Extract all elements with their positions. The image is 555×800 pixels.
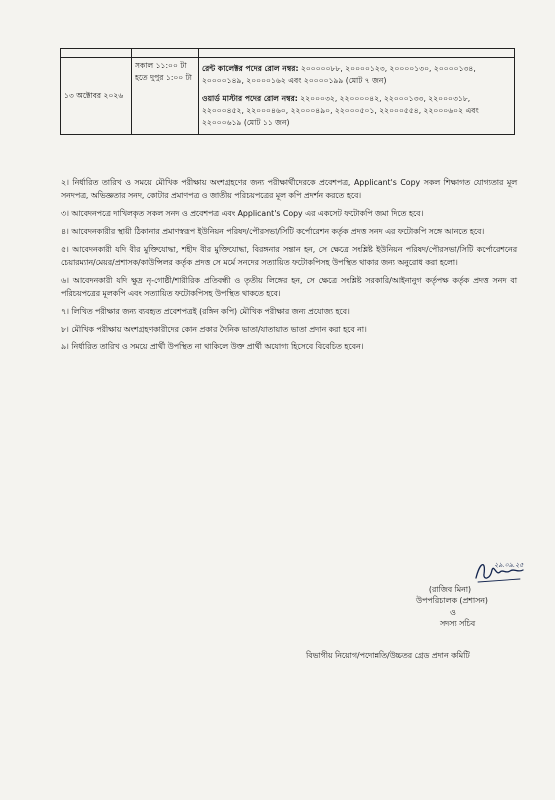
post-title: রেন্ট কালেক্টর পদের রোল নম্বর: (202, 64, 299, 73)
interview-date: ১৩ অক্টোবর ২০২৬ (61, 58, 132, 135)
signature-date: ২৯.০৯.২৫ (494, 561, 524, 569)
signature-block (390, 584, 510, 629)
signatory-designation: উপপরিচালক (প্রশাসন) (416, 596, 488, 606)
interview-time: সকাল ১১:০০ টা হতে দুপুর ১:০০ টা (132, 58, 199, 135)
ward-master-rolls (202, 90, 511, 132)
roll-list: ২০০০০০৮৮, ২০০০০১২৩, ২০০০০১৩০, ২০০০০১৩৪, ২০০০০১৪৯, ২০০০০১৬২ এবং ২০০০০১৯৯ (মোট ৭ জন) (202, 64, 476, 85)
roll-numbers-cell (199, 58, 515, 135)
signatory-name: (রাজিব মিনা) (428, 585, 472, 594)
instruction-list (61, 176, 517, 358)
post-title: ওয়ার্ড মাস্টার পদের রোল নম্বর: (202, 94, 298, 103)
interview-schedule-table (60, 48, 515, 135)
table-top-gap-row (61, 49, 515, 58)
instruction-item: ৪। আবেদনকারীর স্থায়ী ঠিকানার প্রমাণস্বরূপ ইউনিয়ন পরিষদ/পৌরসভা/সিটি কর্পোরেশন কর্তৃক প্রদত্ত সনদ এর ফটোকপি সঙ্গে আনতে হবে। (61, 226, 485, 236)
signatory-role: সদস্য সচিব (440, 618, 476, 628)
instruction-item: ৯। নির্ধারিত তারিখ ও সময়ে প্রার্থী উপস্থিত না থাকিলে উক্ত প্রার্থী অযোগ্য হিসেবে বিবেচিত হবেন। (61, 342, 364, 352)
handwritten-signature (472, 556, 526, 586)
instruction-item: ৭। লিখিত পরীক্ষার জন্য ব্যবহৃত প্রবেশপত্রই (রঙ্গিন কপি) মৌখিক পরীক্ষার জন্য প্রযোজ্য হবে। (61, 306, 350, 316)
table-cell-blank (61, 49, 132, 58)
rent-collector-rolls (202, 60, 511, 90)
table-cell-blank (132, 49, 199, 58)
instruction-item: ৮। মৌখিক পরীক্ষায় অংশগ্রহণকারীদের কোন প্রকার দৈনিক ভাতা/যাতায়াত ভাতা প্রদান করা হবে না। (61, 324, 367, 334)
table-row (61, 58, 515, 135)
roll-list: ২২০০০৩২, ২২০০০০৪২, ২২০০০১৩৩, ২২০০০৩১৮, ২২০০০৪৫২, ২২০০০৪৬০, ২২০০০৪৯০, ২২০০০৫০১, ২২০০০৫৫৪, ২২০০০৬০২ এবং ২২০০০৬১৯ (মোট ১১ জন) (202, 94, 479, 127)
instruction-item: ৫। আবেদনকারী যদি বীর মুক্তিযোদ্ধা, শহীদ বীর মুক্তিযোদ্ধা, বিরঙ্গনার সন্তান হন, সে ক্ষেত্রে সংশ্লিষ্ট ইউনিয়ন পরিষদ/পৌরসভা/সিটি কর্পোরেশনের চেয়ারম্যান/মেয়র/প্রশাসক/কাউন্সিলর কর্তৃক প্রদত্ত সে মর্মে সনদের সত্যায়িত ফটোকপিসহ উপস্থিত থাকার জন্য অনুরোধ করা হলো। (61, 244, 517, 267)
instruction-item: ৬। আবেদনকারী যদি ক্ষুদ্র নৃ-গোষ্ঠী/শারীরিক প্রতিবন্ধী ও তৃতীয় লিঙ্গের হন, সে ক্ষেত্রে সংশ্লিষ্ট সরকারি/আইনানুগ কর্তৃপক্ষ কর্তৃক প্রদত্ত সনদ বা পরিচয়পত্রের মূলকপি এবং সত্যায়িত ফটোকপিসহ উপস্থিত থাকতে হবে। (61, 275, 517, 299)
instruction-item: ২। নির্ধারিত তারিখ ও সময়ে মৌখিক পরীক্ষায় অংশগ্রহণের জন্য পরীক্ষার্থীদেরকে প্রবেশপত্র, Applicant's Copy সকল শিক্ষাগত যোগ্যতার মূল সনদপত্র, অভিজ্ঞতার সনদ, কোটার প্রমাণপত্র ও জাতীয় পরিচয়পত্রের মূল কপি প্রদর্শন করতে হবে। (61, 178, 517, 201)
conjunction-text: ও (450, 607, 456, 617)
instruction-item: ৩। আবেদনপত্রে দাখিলকৃত সকল সনদ ও প্রবেশপত্র এবং Applicant's Copy এর একসেট ফটোকপি জমা দিতে হবে। (61, 209, 424, 219)
committee-name: বিভাগীয় নিয়োগ/পদোন্নতি/উচ্চতর গ্রেড প্রদান কমিটি (306, 651, 470, 660)
table-cell-blank (199, 49, 515, 58)
